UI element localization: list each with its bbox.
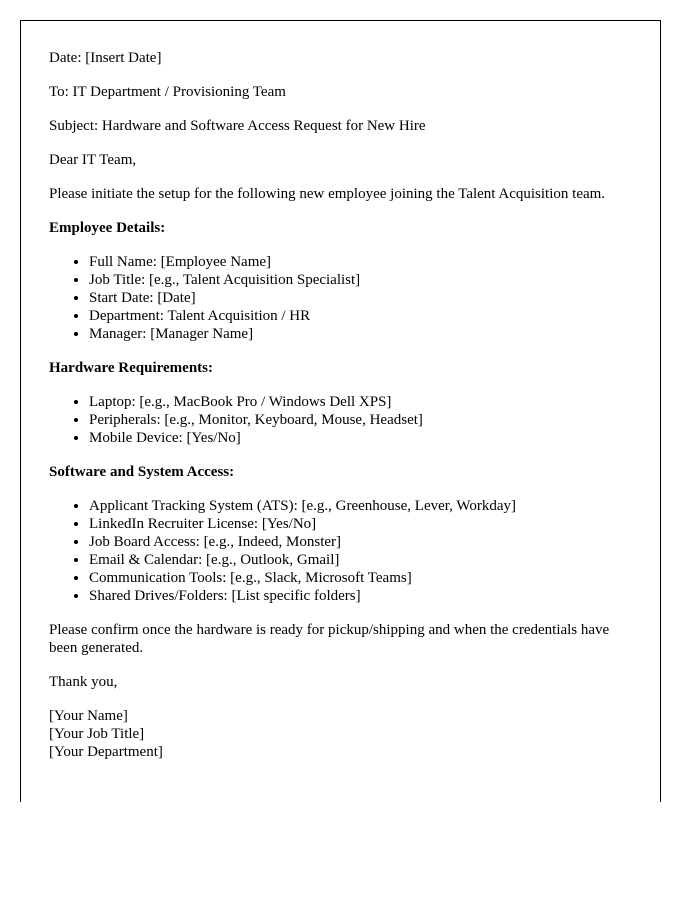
list-item: • Full Name: [Employee Name] xyxy=(89,253,619,271)
intro-paragraph: Please initiate the setup for the following new employee joining the Talent Acquisition team. xyxy=(49,186,606,202)
list-item: • Email & Calendar: [e.g., Outlook, Gmail] xyxy=(89,551,619,569)
signature-department: [Your Department] xyxy=(49,744,163,760)
greeting: Dear IT Team, xyxy=(49,152,137,168)
list-item: • LinkedIn Recruiter License: [Yes/No] xyxy=(89,515,619,533)
list-item: • Department: Talent Acquisition / HR xyxy=(89,307,619,325)
recipient-line: To: IT Department / Provisioning Team xyxy=(49,84,286,100)
list-item: • Peripherals: [e.g., Monitor, Keyboard, Mouse, Headset] xyxy=(89,411,619,429)
hardware-list xyxy=(49,393,619,447)
subject-line: Subject: Hardware and Software Access Request for New Hire xyxy=(49,118,426,134)
list-item: • Mobile Device: [Yes/No] xyxy=(89,429,619,447)
signature-block xyxy=(49,707,619,761)
signature-title: [Your Job Title] xyxy=(49,726,145,742)
list-item: • Communication Tools: [e.g., Slack, Microsoft Teams] xyxy=(89,569,619,587)
list-item: • Shared Drives/Folders: [List specific folders] xyxy=(89,587,619,605)
software-list xyxy=(49,497,619,605)
list-item: • Applicant Tracking System (ATS): [e.g., Greenhouse, Lever, Workday] xyxy=(89,497,619,515)
section-heading-hardware: Hardware Requirements: xyxy=(49,360,214,376)
signature-name: [Your Name] xyxy=(49,708,128,724)
list-item: • Job Board Access: [e.g., Indeed, Monster] xyxy=(89,533,619,551)
date-line: Date: [Insert Date] xyxy=(49,50,162,66)
letter-body xyxy=(49,49,619,777)
list-item: • Laptop: [e.g., MacBook Pro / Windows Dell XPS] xyxy=(89,393,619,411)
closing-note: Please confirm once the hardware is ready for pickup/shipping and when the credentials have been generated. xyxy=(49,622,610,656)
section-heading-employee-details: Employee Details: xyxy=(49,220,166,236)
employee-details-list xyxy=(49,253,619,343)
list-item: • Job Title: [e.g., Talent Acquisition Specialist] xyxy=(89,271,619,289)
list-item: • Start Date: [Date] xyxy=(89,289,619,307)
sign-off: Thank you, xyxy=(49,674,118,690)
letter-page xyxy=(20,20,661,802)
section-heading-software: Software and System Access: xyxy=(49,464,235,480)
list-item: • Manager: [Manager Name] xyxy=(89,325,619,343)
